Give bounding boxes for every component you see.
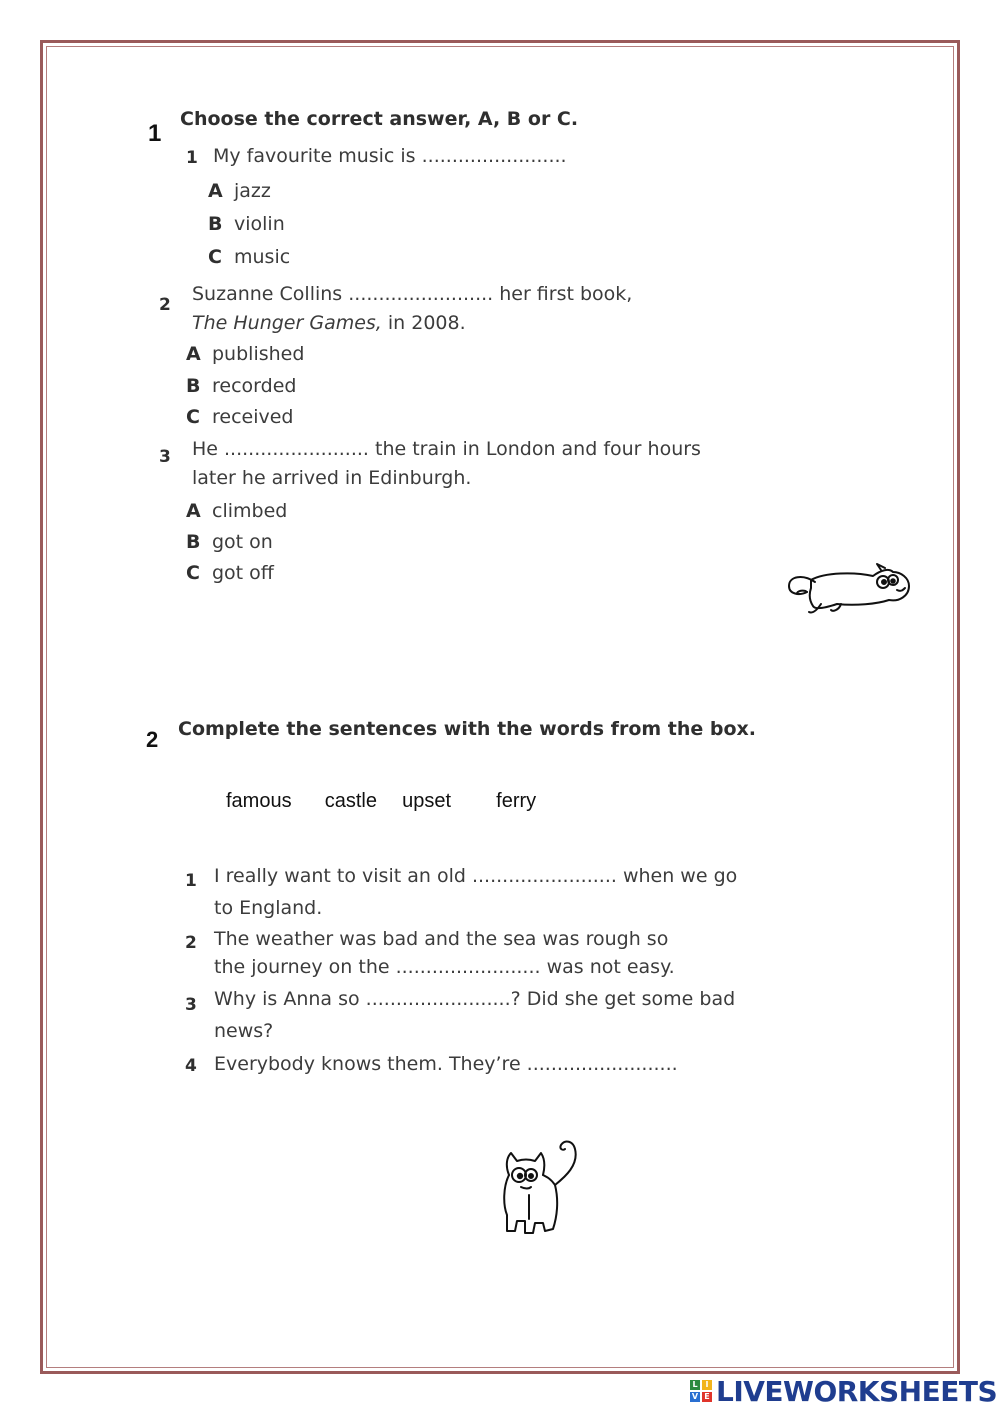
word-castle: castle bbox=[324, 790, 377, 812]
option-text: music bbox=[234, 246, 291, 268]
section-2-heading: Complete the sentences with the words from the box. bbox=[178, 718, 757, 740]
sitting-cat-illustration bbox=[495, 1135, 585, 1240]
question-1-option-c[interactable] bbox=[208, 246, 290, 268]
option-letter: C bbox=[186, 562, 200, 584]
question-3-text-line2: later he arrived in Edinburgh. bbox=[192, 467, 472, 489]
option-letter: B bbox=[186, 531, 201, 553]
word-upset: upset bbox=[402, 790, 452, 812]
question-1-text: My favourite music is ........................ bbox=[213, 145, 567, 167]
option-letter: A bbox=[208, 180, 223, 202]
section-1-heading: Choose the correct answer, A, B or C. bbox=[180, 108, 579, 130]
question-1-number: 1 bbox=[186, 148, 198, 168]
question-2-option-c[interactable] bbox=[186, 406, 294, 428]
section-2-number: 2 bbox=[146, 727, 159, 752]
sentence-1-text-line2: to England. bbox=[214, 897, 323, 919]
word-ferry: ferry bbox=[496, 790, 537, 812]
option-text: received bbox=[212, 406, 294, 428]
question-3-option-b[interactable] bbox=[186, 531, 273, 553]
liveworksheets-logo bbox=[690, 1375, 997, 1407]
question-2-number: 2 bbox=[159, 295, 171, 315]
question-1-option-a[interactable] bbox=[208, 180, 271, 202]
question-3-option-a[interactable] bbox=[186, 500, 287, 522]
question-2-text-rest: in 2008. bbox=[381, 312, 466, 334]
sentence-2-text: The weather was bad and the sea was rough so bbox=[214, 928, 669, 950]
question-2-option-a[interactable] bbox=[186, 343, 304, 365]
sentence-3-text: Why is Anna so ........................? Did she get some bad bbox=[214, 988, 736, 1010]
question-2-text-line2 bbox=[192, 312, 466, 334]
book-title: The Hunger Games, bbox=[192, 312, 382, 334]
lying-cat-illustration bbox=[785, 560, 915, 620]
sentence-4-text: Everybody knows them. They’re ......................... bbox=[214, 1053, 678, 1075]
logo-mark-letter: L bbox=[690, 1380, 700, 1390]
question-2-text: Suzanne Collins ........................ her first book, bbox=[192, 283, 633, 305]
option-letter: A bbox=[186, 343, 201, 365]
sentence-4-number: 4 bbox=[185, 1056, 197, 1076]
question-3-number: 3 bbox=[159, 447, 171, 467]
option-text: recorded bbox=[212, 375, 297, 397]
word-box bbox=[226, 790, 536, 813]
sentence-3-text-line2: news? bbox=[214, 1020, 274, 1042]
option-letter: C bbox=[186, 406, 200, 428]
question-3-option-c[interactable] bbox=[186, 562, 274, 584]
logo-mark-icon bbox=[690, 1380, 712, 1402]
option-text: violin bbox=[234, 213, 285, 235]
option-text: got on bbox=[212, 531, 273, 553]
question-1-option-b[interactable] bbox=[208, 213, 285, 235]
logo-mark-letter: I bbox=[702, 1380, 712, 1390]
option-letter: A bbox=[186, 500, 201, 522]
sentence-1-text: I really want to visit an old ........................ when we go bbox=[214, 865, 738, 887]
option-text: published bbox=[212, 343, 305, 365]
question-2-option-b[interactable] bbox=[186, 375, 296, 397]
option-letter: C bbox=[208, 246, 222, 268]
option-letter: B bbox=[208, 213, 223, 235]
option-letter: B bbox=[186, 375, 201, 397]
question-3-text: He ........................ the train in London and four hours bbox=[192, 438, 701, 460]
sentence-1-number: 1 bbox=[185, 871, 197, 891]
sentence-3-number: 3 bbox=[185, 995, 197, 1015]
logo-brand-text: LIVEWORKSHEETS bbox=[716, 1374, 998, 1408]
sentence-2-number: 2 bbox=[185, 933, 197, 953]
option-text: climbed bbox=[212, 500, 288, 522]
option-text: jazz bbox=[234, 180, 271, 202]
logo-mark-letter: E bbox=[702, 1392, 712, 1402]
sentence-2-text-line2: the journey on the ........................ was not easy. bbox=[214, 956, 675, 978]
logo-mark-letter: V bbox=[691, 1392, 699, 1401]
section-1-number: 1 bbox=[148, 120, 162, 147]
word-famous: famous bbox=[226, 790, 292, 812]
option-text: got off bbox=[212, 562, 274, 584]
